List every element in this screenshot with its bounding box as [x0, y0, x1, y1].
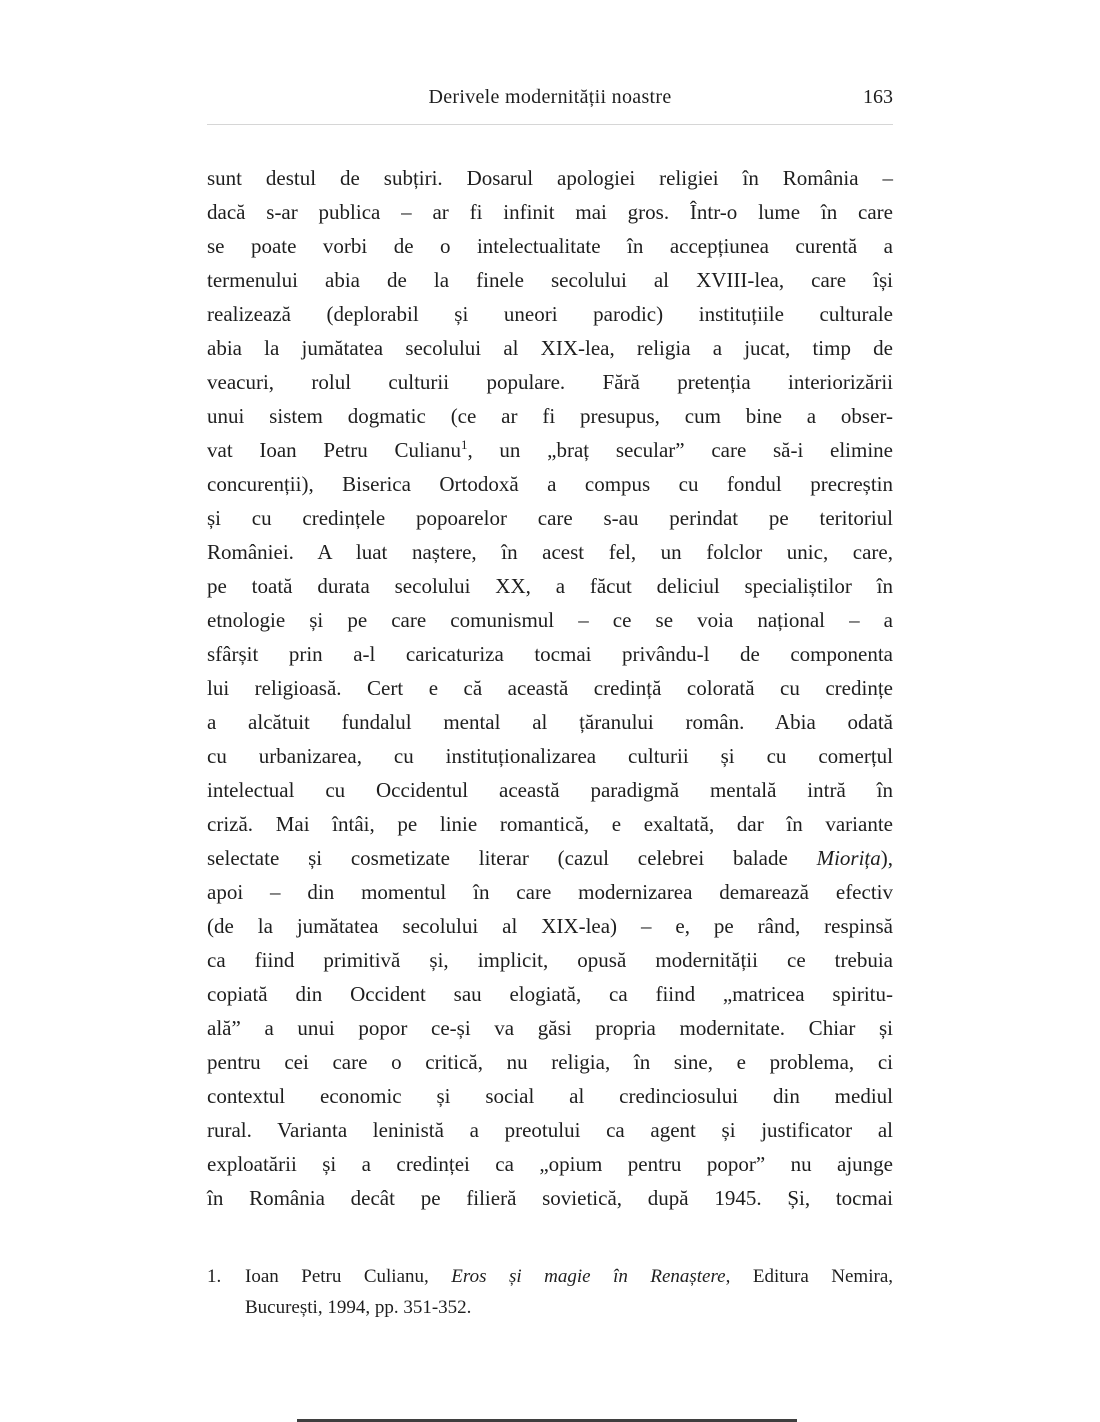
text-segment: rural. Varianta leninistă a preotului ca agent și justificator al [207, 1118, 893, 1142]
text-segment: intelectual cu Occidentul această paradigmă mentală intră în [207, 778, 893, 802]
text-segment: București, 1994, pp. 351-352. [245, 1297, 472, 1318]
text-segment: copiată din Occident sau elogiată, ca fiind „matricea spiritu- [207, 982, 893, 1006]
text-segment: ), [880, 846, 893, 870]
text-line [245, 1292, 893, 1323]
text-segment: exploatării și a credinței ca „opium pentru popor” nu ajunge [207, 1152, 893, 1176]
text-segment: Ioan Petru Culianu, [245, 1266, 452, 1287]
text-segment: termenului abia de la finele secolului al XVIII-lea, care își [207, 268, 893, 292]
text-line [207, 1045, 893, 1079]
text-line [207, 1147, 893, 1181]
text-line [207, 909, 893, 943]
text-segment: veacuri, rolul culturii populare. Fără pretenția interiorizării [207, 370, 893, 394]
text-line [207, 1181, 893, 1215]
text-segment: apoi – din momentul în care modernizarea demarează efectiv [207, 880, 893, 904]
text-segment: unui sistem dogmatic (ce ar fi presupus, cum bine a obser- [207, 404, 893, 428]
text-segment: pe toată durata secolului XX, a făcut deliciul specialiștilor în [207, 574, 893, 598]
text-segment: (de la jumătatea secolului al XIX-lea) – e, pe rând, respinsă [207, 914, 893, 938]
text-segment: contextul economic și social al credinciosului din mediul [207, 1084, 893, 1108]
text-segment: abia la jumătatea secolului al XIX-lea, religia a jucat, timp de [207, 336, 893, 360]
text-line [207, 569, 893, 603]
text-segment: selectate și cosmetizate literar (cazul celebrei balade [207, 846, 817, 870]
header-rule [207, 124, 893, 125]
text-segment: realizează (deplorabil și uneori parodic) instituțiile culturale [207, 302, 893, 326]
text-line [207, 195, 893, 229]
text-line [207, 365, 893, 399]
text-segment: 1. [207, 1266, 222, 1287]
text-segment: în România decât pe filieră sovietică, după 1945. Și, tocmai [207, 1186, 893, 1210]
text-segment: se poate vorbi de o intelectualitate în accepțiunea curentă a [207, 234, 893, 258]
text-segment: a alcătuit fundalul mental al țăranului român. Abia odată [207, 710, 893, 734]
text-line [207, 263, 893, 297]
text-segment: și cu credințele popoarelor care s-au perindat pe teritoriul [207, 506, 893, 530]
text-line [207, 1113, 893, 1147]
text-line [207, 501, 893, 535]
text-segment: etnologie și pe care comunismul – ce se voia național – a [207, 608, 893, 632]
page-header [207, 0, 893, 116]
text-line [207, 875, 893, 909]
footnote-reference: 1 [460, 437, 468, 452]
text-segment: , Editura Nemira, [725, 1266, 893, 1287]
text-line [207, 943, 893, 977]
text-line [207, 229, 893, 263]
text-line [207, 637, 893, 671]
text-segment: dacă s-ar publica – ar fi infinit mai gros. Într-o lume în care [207, 200, 893, 224]
text-line [207, 467, 893, 501]
text-segment: ală” a unui popor ce-și va găsi propria modernitate. Chiar și [207, 1016, 893, 1040]
text-segment: criză. Mai întâi, pe linie romantică, e exaltată, dar în variante [207, 812, 893, 836]
text-segment: vat Ioan Petru Culianu [207, 438, 461, 462]
text-segment: cu urbanizarea, cu instituționalizarea culturii și cu comerțul [207, 744, 893, 768]
text-segment: lui religioasă. Cert e că această credință colorată cu credințe [207, 676, 893, 700]
text-line [207, 773, 893, 807]
text-line [207, 705, 893, 739]
body-text [207, 161, 893, 1215]
text-segment: ca fiind primitivă și, implicit, opusă modernității ce trebuia [207, 948, 893, 972]
text-line [207, 161, 893, 195]
text-line [207, 297, 893, 331]
running-title: Derivele modernității noastre [428, 86, 672, 108]
text-line [207, 739, 893, 773]
text-line [207, 1079, 893, 1113]
text-segment: pentru cei care o critică, nu religia, în sine, e problema, ci [207, 1050, 893, 1074]
text-line [207, 807, 893, 841]
text-line [207, 603, 893, 637]
text-line [207, 331, 893, 365]
text-segment: României. A luat naștere, în acest fel, un folclor unic, care, [207, 540, 893, 564]
page-number: 163 [863, 86, 893, 108]
text-line [207, 977, 893, 1011]
text-column [207, 0, 893, 1323]
text-segment: Miorița [816, 846, 881, 870]
text-segment: sfârșit prin a-l caricaturiza tocmai privându-l de componenta [207, 642, 893, 666]
text-line [207, 1011, 893, 1045]
text-line [207, 399, 893, 433]
text-segment: , un „braț secular” care să-i elimine [467, 438, 894, 462]
text-line [207, 671, 893, 705]
text-segment: sunt destul de subțiri. Dosarul apologiei religiei în România – [207, 166, 893, 190]
text-line [207, 433, 893, 467]
text-line [207, 1261, 893, 1292]
text-line [207, 841, 893, 875]
text-segment: Eros și magie în Renaștere [451, 1266, 726, 1287]
footnote [207, 1261, 893, 1323]
text-line [207, 535, 893, 569]
text-segment: concurenții), Biserica Ortodoxă a compus cu fondul precreștin [207, 472, 893, 496]
